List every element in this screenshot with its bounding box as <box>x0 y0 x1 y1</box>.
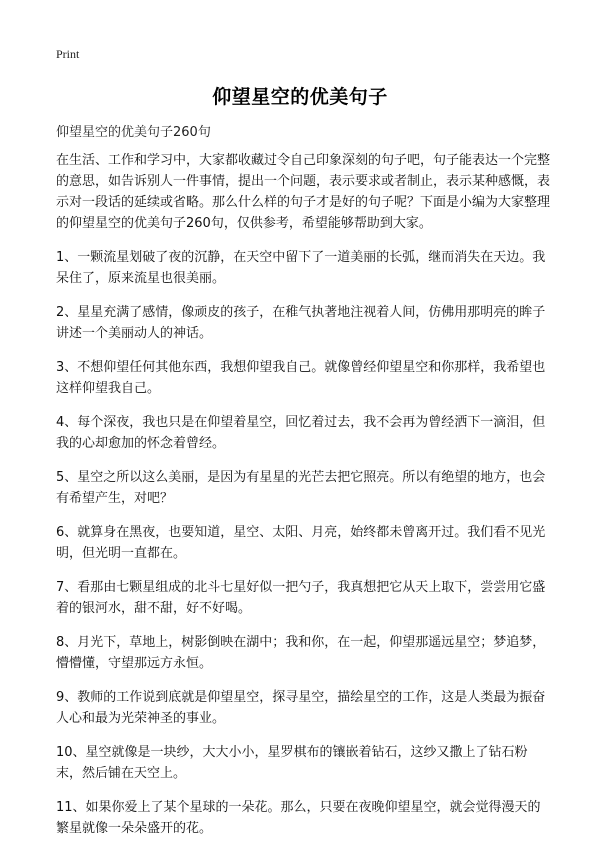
article-body <box>56 150 551 852</box>
list-item: 8、月光下，草地上，树影倒映在湖中；我和你，在一起，仰望那遥远星空；梦追梦，懵懵懂，守望那远方永恒。 <box>56 635 546 671</box>
list-item: 6、就算身在黑夜，也要知道，星空、太阳、月亮，始终都未曾离开过。我们看不见光明，但光明一直都在。 <box>56 525 546 561</box>
list-item: 10、星空就像是一块纱，大大小小，星罗棋布的镶嵌着钻石，这纱又撒上了钻石粉末，然后铺在天空上。 <box>56 745 528 781</box>
list-item: 2、星星充满了感情，像顽皮的孩子，在稚气执著地注视着人间，仿佛用那明亮的眸子讲述一个美丽动人的神话。 <box>56 305 546 341</box>
list-item: 11、如果你爱上了某个星球的一朵花。那么，只要在夜晚仰望星空，就会觉得漫天的繁星就像一朵朵盛开的花。 <box>56 800 541 836</box>
print-link[interactable]: Print <box>56 47 80 61</box>
list-item: 4、每个深夜，我也只是在仰望着星空，回忆着过去，我不会再为曾经洒下一滴泪，但我的心却愈加的怀念着曾经。 <box>56 415 546 451</box>
list-item: 3、不想仰望任何其他东西，我想仰望我自己。就像曾经仰望星空和你那样，我希望也这样仰望我自己。 <box>56 360 546 396</box>
list-item: 1、一颗流星划破了夜的沉静，在天空中留下了一道美丽的长弧，继而消失在天边。我呆住了，原来流星也很美丽。 <box>56 250 546 286</box>
page-title: 仰望星空的优美句子 <box>212 86 388 108</box>
list-item: 7、看那由七颗星组成的北斗七星好似一把勺子，我真想把它从天上取下，尝尝用它盛着的银河水，甜不甜，好不好喝。 <box>56 580 546 616</box>
intro-paragraph: 在生活、工作和学习中，大家都收藏过令自己印象深刻的句子吧，句子能表达一个完整的意思，如告诉别人一件事情，提出一个问题，表示要求或者制止，表示某种感慨，表示对一段话的延续或省略。那么什么样的句子才是好的句子呢？下面是小编为大家整理的仰望星空的优美句子260句，仅供参考，希望能够帮助到大家。 <box>56 153 551 231</box>
list-item: 5、星空之所以这么美丽，是因为有星星的光芒去把它照亮。所以有绝望的地方，也会有希望产生，对吧？ <box>56 470 546 506</box>
list-item: 9、教师的工作说到底就是仰望星空，探寻星空，描绘星空的工作，这是人类最为振奋人心和最为光荣神圣的事业。 <box>56 690 546 726</box>
article-subtitle: 仰望星空的优美句子260句 <box>56 125 211 140</box>
